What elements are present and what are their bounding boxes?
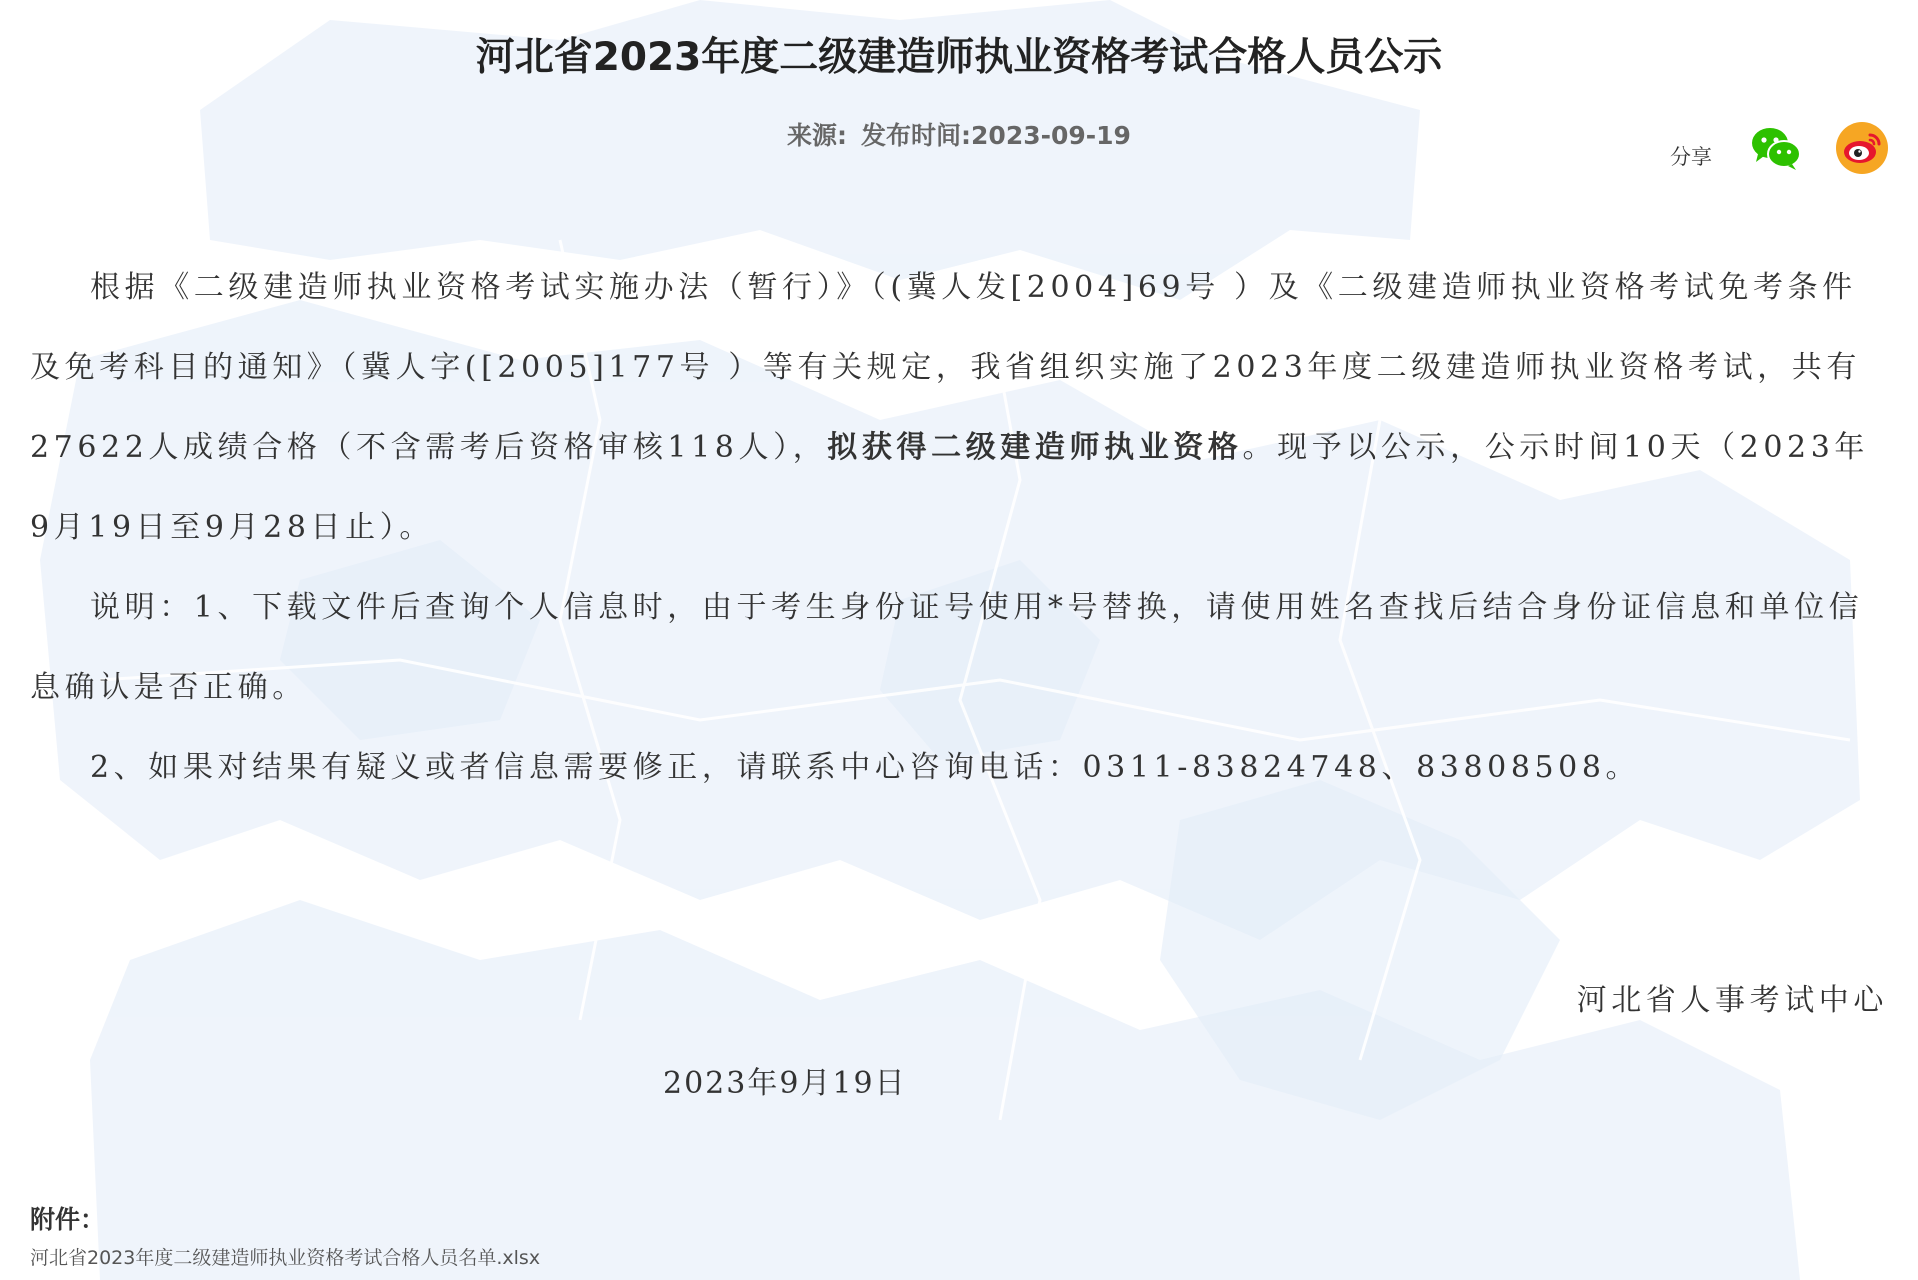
attachment-file-link[interactable]: 河北省2023年度二级建造师执业资格考试合格人员名单.xlsx — [30, 1247, 541, 1269]
paragraph-basis-text: 根据《二级建造师执业资格考试实施办法（暂行）》（(冀人发[2004]69号 ）及《二级建造师执业资格考试免考条件及免考科目的通知》（冀人字([2005]177号 ）等有关规定，我省组织实施了2023年度二级建造师执业资格考试，共有27622人成绩合格（不含需考后资格审核118人）， — [30, 270, 1862, 465]
announcement-body — [30, 248, 1888, 808]
page-title: 河北省2023年度二级建造师执业资格考试合格人员公示 — [475, 35, 1443, 80]
share-wechat-button[interactable] — [1750, 122, 1802, 174]
paragraph-note-2: 2、如果对结果有疑义或者信息需要修正，请联系中心咨询电话：0311-83824748、83808508。 — [90, 750, 1641, 785]
paragraph-basis-tail: 。现予以公示，公示时间10天（2023年9月19日至9月28日止）。 — [30, 430, 1870, 545]
paragraph-basis — [30, 248, 1888, 568]
paragraph-note-1: 说明：1、下载文件后查询个人信息时，由于考生身份证号使用*号替换，请使用姓名查找后结合身份证信息和单位信息确认是否正确。 — [30, 590, 1864, 705]
source-label: 来源: — [787, 121, 848, 150]
share-bar — [1670, 118, 1888, 178]
article-meta — [0, 116, 1918, 152]
wechat-icon — [1750, 126, 1802, 170]
share-weibo-button[interactable] — [1836, 122, 1888, 174]
weibo-icon — [1842, 131, 1882, 165]
publish-time: 发布时间:2023-09-19 — [861, 121, 1131, 150]
paragraph-basis-emphasis: 拟获得二级建造师执业资格 — [827, 430, 1243, 465]
issue-date: 2023年9月19日 — [663, 1066, 907, 1101]
attachment-label: 附件： — [30, 1205, 106, 1234]
share-label: 分享 — [1670, 145, 1712, 169]
issuer-signature: 河北省人事考试中心 — [1576, 983, 1888, 1018]
